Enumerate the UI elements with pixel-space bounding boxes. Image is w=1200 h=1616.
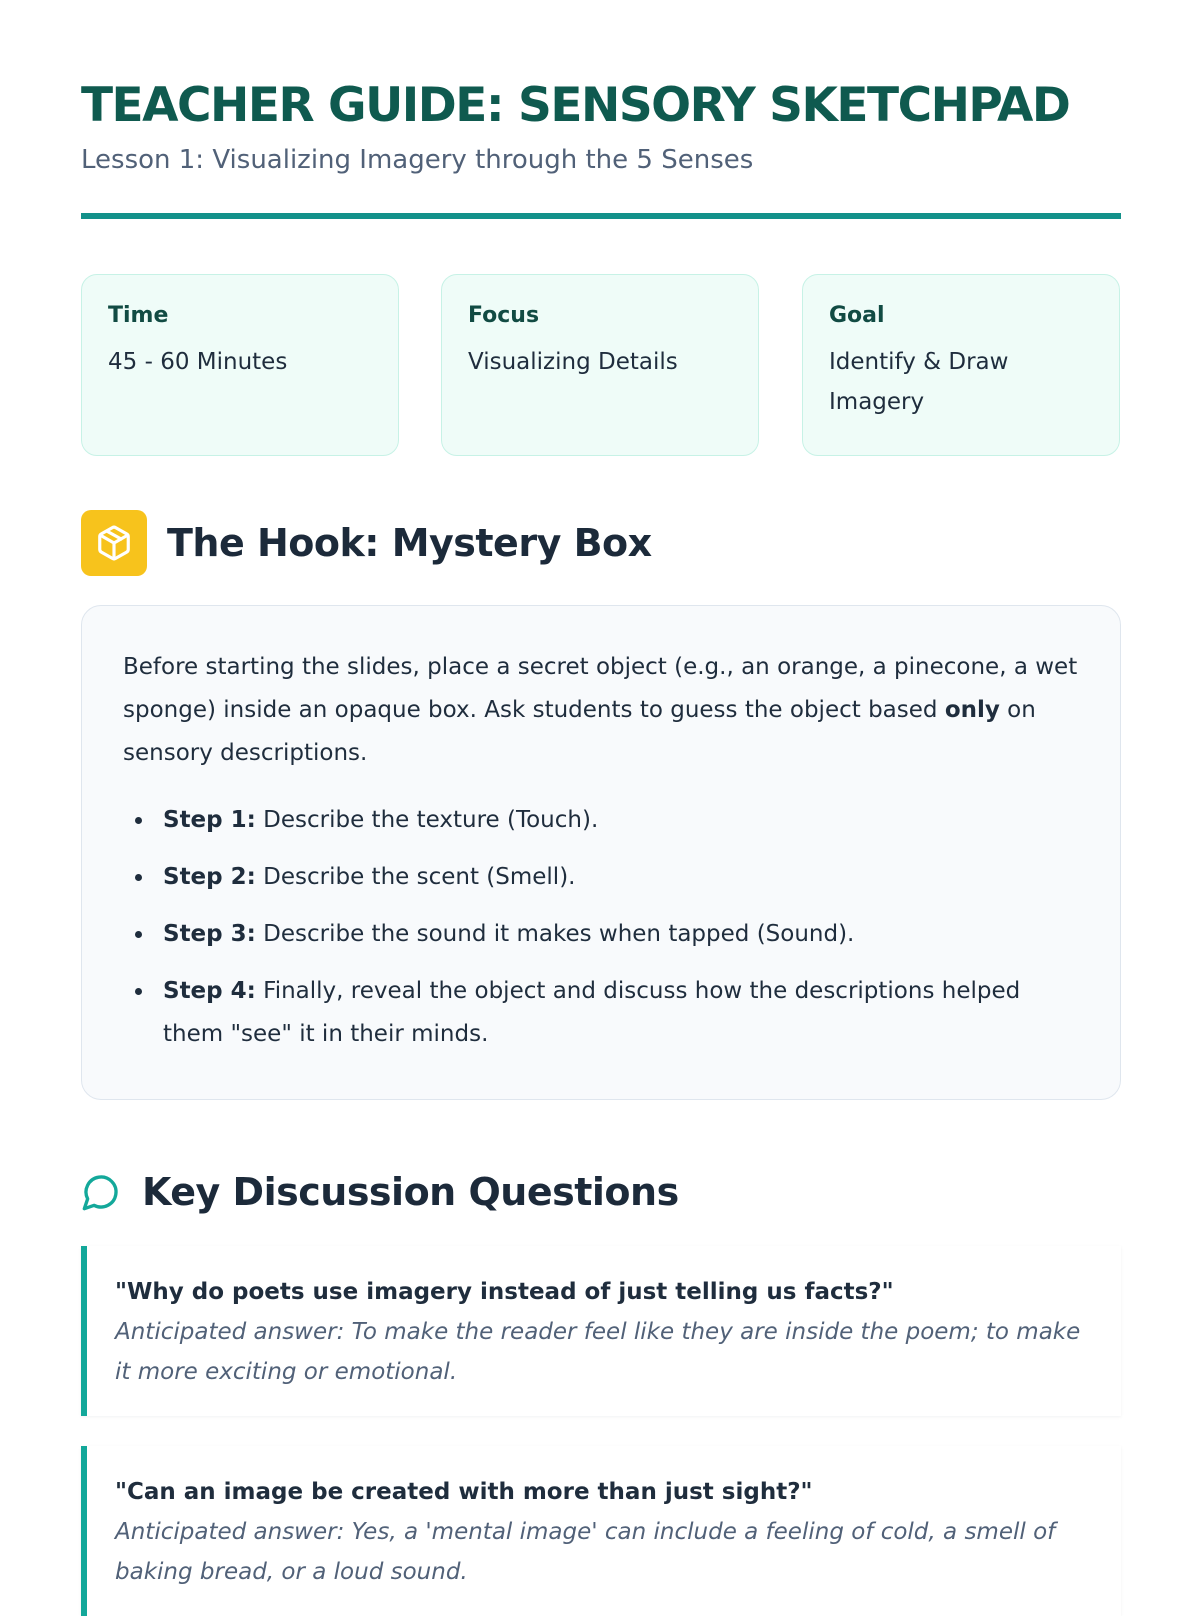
question-card <box>81 1446 1121 1616</box>
hook-intro <box>123 646 1080 775</box>
step-label: Step 4: <box>163 978 256 1004</box>
step-text: Describe the sound it makes when tapped (Sound). <box>255 921 855 947</box>
hook-section-header <box>81 510 652 576</box>
step-text: Finally, reveal the object and discuss how the descriptions helped them "see" it in their minds. <box>163 978 1021 1047</box>
speech-bubble-icon <box>81 1172 121 1212</box>
info-card-value: Visualizing Details <box>468 349 678 375</box>
step-label: Step 2: <box>163 864 256 890</box>
bullet-icon <box>135 874 142 881</box>
anticipated-answer: Anticipated answer: Yes, a 'mental image' can include a feeling of cold, a smell of baking bread, or a loud sound. <box>115 1519 1056 1585</box>
info-card-goal <box>802 274 1120 456</box>
hook-intro-emphasis: only <box>944 697 1000 723</box>
info-card-label: Goal <box>829 303 885 328</box>
page-subtitle: Lesson 1: Visualizing Imagery through the 5 Senses <box>81 145 754 175</box>
list-item <box>123 799 1080 842</box>
info-card-focus <box>441 274 759 456</box>
hook-intro-text-end: on sensory descriptions. <box>123 697 1036 766</box>
hook-instructions-box <box>81 605 1121 1100</box>
step-text: Describe the texture (Touch). <box>255 807 599 833</box>
discussion-section-header <box>81 1170 679 1214</box>
info-card-time <box>81 274 399 456</box>
box-icon <box>81 510 147 576</box>
bullet-icon <box>135 931 142 938</box>
info-card-label: Focus <box>468 303 540 328</box>
hook-title: The Hook: Mystery Box <box>167 521 652 565</box>
info-card-value: 45 - 60 Minutes <box>108 349 288 375</box>
list-item <box>123 856 1080 899</box>
title-divider <box>81 213 1121 219</box>
bullet-icon <box>135 817 142 824</box>
question-text: "Can an image be created with more than just sight?" <box>115 1479 813 1505</box>
info-card-value: Identify & Draw Imagery <box>829 349 1009 415</box>
bullet-icon <box>135 988 142 995</box>
step-label: Step 1: <box>163 807 256 833</box>
info-card-label: Time <box>108 303 169 328</box>
step-label: Step 3: <box>163 921 256 947</box>
question-card <box>81 1246 1121 1416</box>
hook-steps-list <box>123 799 1080 1056</box>
page-title: TEACHER GUIDE: SENSORY SKETCHPAD <box>81 78 1070 133</box>
list-item <box>123 970 1080 1056</box>
list-item <box>123 913 1080 956</box>
question-text: "Why do poets use imagery instead of just telling us facts?" <box>115 1279 894 1305</box>
step-text: Describe the scent (Smell). <box>255 864 576 890</box>
discussion-title: Key Discussion Questions <box>142 1170 679 1214</box>
anticipated-answer: Anticipated answer: To make the reader feel like they are inside the poem; to make it more exciting or emotional. <box>115 1319 1081 1385</box>
hook-intro-text: Before starting the slides, place a secret object (e.g., an orange, a pinecone, a wet sponge) inside an opaque box. Ask students to guess the object based <box>123 654 1078 723</box>
